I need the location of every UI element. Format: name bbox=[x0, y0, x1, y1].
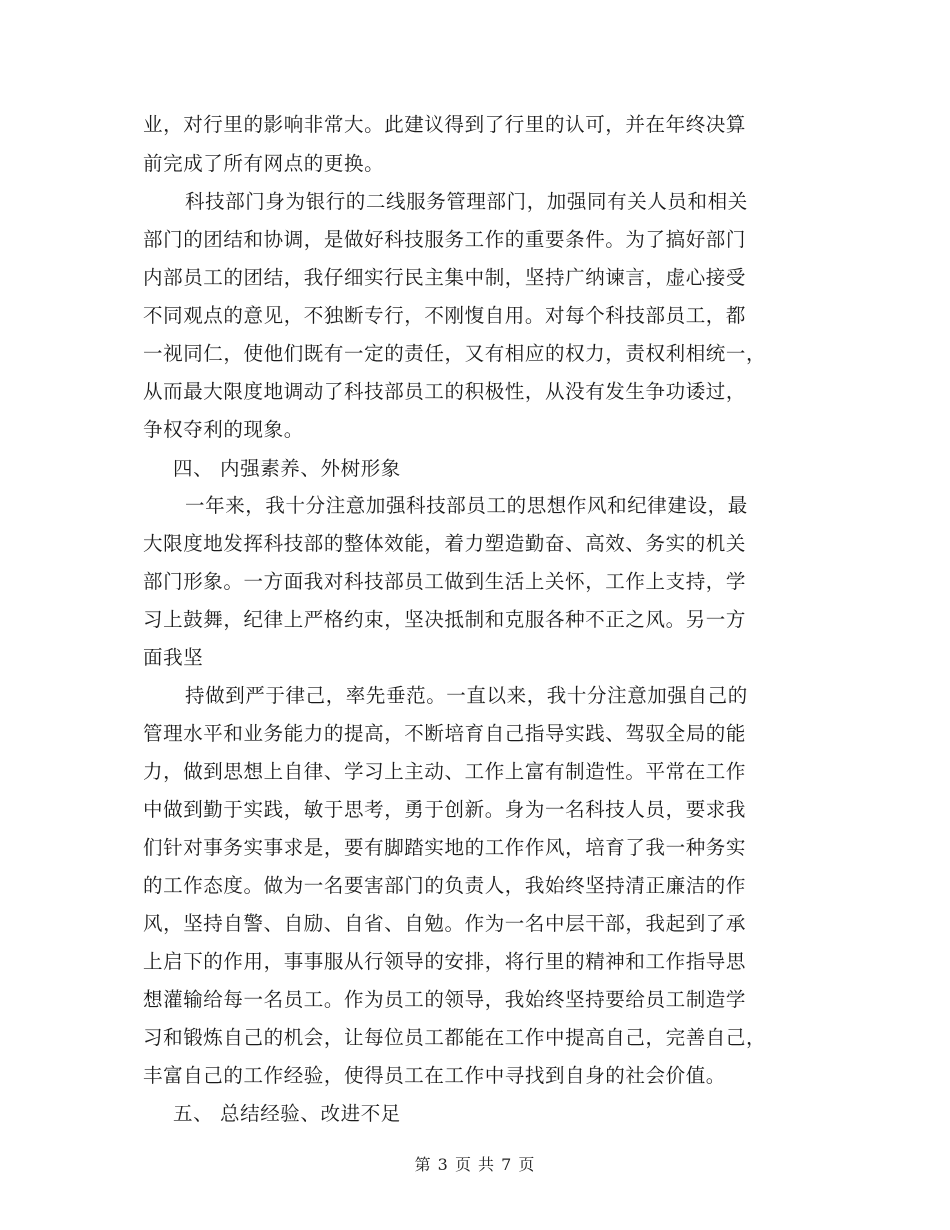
text-line: 不同观点的意见，不独断专行，不刚愎自用。对每个科技部员工，都 bbox=[143, 304, 747, 327]
text-line: 习和锻炼自己的机会，让每位员工都能在工作中提高自己，完善自己， bbox=[143, 1026, 767, 1049]
text-line: 争权夺利的现象。 bbox=[143, 418, 304, 441]
text-line: 持做到严于律己，率先垂范。一直以来，我十分注意加强自己的 bbox=[185, 684, 748, 707]
text-line: 部门形象。一方面我对科技部员工做到生活上关怀，工作上支持，学 bbox=[143, 570, 747, 593]
text-line: 大限度地发挥科技部的整体效能，着力塑造勤奋、高效、务实的机关 bbox=[143, 532, 747, 555]
text-line: 丰富自己的工作经验，使得员工在工作中寻找到自身的社会价值。 bbox=[143, 1064, 726, 1087]
text-line: 内部员工的团结，我仔细实行民主集中制，坚持广纳谏言，虚心接受 bbox=[143, 266, 747, 289]
text-line: 前完成了所有网点的更换。 bbox=[143, 152, 385, 175]
text-line: 面我坚 bbox=[143, 646, 204, 669]
page-footer: 第 3 页 共 7 页 bbox=[414, 1155, 536, 1174]
text-line: 习上鼓舞，纪律上严格约束，坚决抵制和克服各种不正之风。另一方 bbox=[143, 608, 747, 631]
text-line: 的工作态度。做为一名要害部门的负责人，我始终坚持清正廉洁的作 bbox=[143, 874, 747, 897]
text-line: 中做到勤于实践，敏于思考，勇于创新。身为一名科技人员，要求我 bbox=[143, 798, 747, 821]
text-line: 们针对事务实事求是，要有脚踏实地的工作作风，培育了我一种务实 bbox=[143, 836, 747, 859]
text-line: 部门的团结和协调，是做好科技服务工作的重要条件。为了搞好部门 bbox=[143, 228, 747, 251]
text-line: 想灌输给每一名员工。作为员工的领导，我始终坚持要给员工制造学 bbox=[143, 988, 747, 1011]
section-heading: 五、 总结经验、改进不足 bbox=[173, 1102, 401, 1125]
section-heading: 四、 内强素养、外树形象 bbox=[173, 457, 401, 480]
text-line: 力，做到思想上自律、学习上主动、工作上富有制造性。平常在工作 bbox=[143, 760, 747, 783]
text-line: 管理水平和业务能力的提高，不断培育自己指导实践、驾驭全局的能 bbox=[143, 722, 747, 745]
text-line: 风，坚持自警、自励、自省、自勉。作为一名中层干部，我起到了承 bbox=[143, 912, 747, 935]
text-line: 科技部门身为银行的二线服务管理部门，加强同有关人员和相关 bbox=[185, 190, 748, 213]
text-line: 上启下的作用，事事服从行领导的安排，将行里的精神和工作指导思 bbox=[143, 950, 747, 973]
text-line: 一视同仁，使他们既有一定的责任，又有相应的权力，责权利相统一， bbox=[143, 342, 767, 365]
text-line: 一年来，我十分注意加强科技部员工的思想作风和纪律建设，最 bbox=[185, 494, 748, 517]
text-line: 从而最大限度地调动了科技部员工的积极性，从没有发生争功诿过， bbox=[143, 380, 747, 403]
text-line: 业，对行里的影响非常大。此建议得到了行里的认可，并在年终决算 bbox=[143, 113, 747, 136]
